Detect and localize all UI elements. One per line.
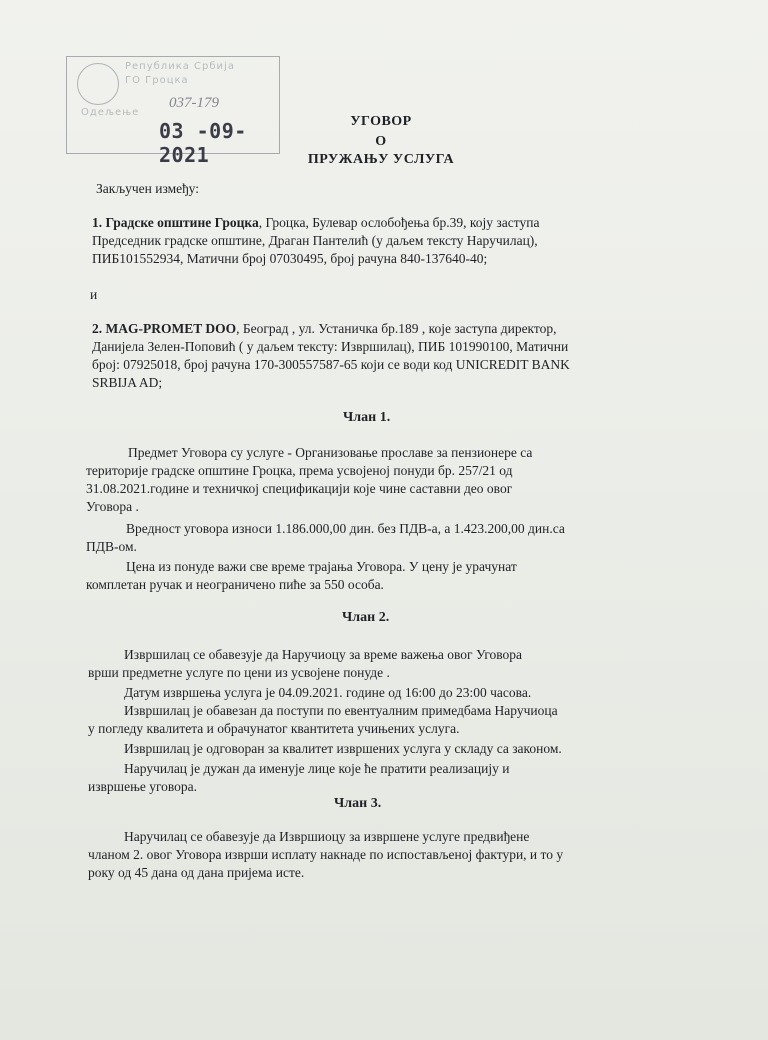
article-1-p1-l1: Предмет Уговора су услуге - Организовање прославе за пензионере са xyxy=(128,445,533,460)
article-1-p3-l1: Цена из понуде важи све време трајања Уговора. У цену је урачунат xyxy=(126,559,517,574)
party-2-address: , Београд , ул. Устаничка бр.189 , које заступа директор, xyxy=(236,321,557,336)
and-text: и xyxy=(90,287,98,302)
article-1-p1-l3: 31.08.2021.године и техничкој спецификацији које чине саставни део овог xyxy=(86,481,513,496)
article-1-p1-l4: Уговора . xyxy=(86,499,139,514)
article-1-p2-l2: ПДВ-ом. xyxy=(86,539,137,554)
stamp-line-2: ГО Гроцка xyxy=(125,75,189,86)
article-2-heading: Члан 2. xyxy=(342,610,390,625)
article-1-p1-l2: територије градске општине Гроцка, према усвојеној понуди бр. 257/21 од xyxy=(86,463,513,478)
article-3-p1-l2: чланом 2. овог Уговора изврши исплату накнаде по испостављеној фактури, и то у xyxy=(88,847,564,862)
article-3-p1-l3: року од 45 дана од дана пријема исте. xyxy=(88,865,305,880)
article-2-p4: Извршилац је одговоран за квалитет извршених услуга у складу са законом. xyxy=(124,741,562,756)
article-2-p2: Датум извршења услуга је 04.09.2021. године од 16:00 до 23:00 часова. xyxy=(124,685,532,700)
stamp-line-3: Одељење xyxy=(81,107,140,118)
article-2-p5-l1: Наручилац је дужан да именује лице које ће пратити реализацију и xyxy=(124,761,510,776)
party-1-address: , Гроцка, Булевар ослобођења бр.39, коју заступа xyxy=(258,215,540,230)
party-1-name: 1. Градске општине Гроцка xyxy=(92,215,259,230)
party-2-line-2: Данијела Зелен-Поповић ( у даљем тексту: Извршилац), ПИБ 101990100, Матични xyxy=(92,339,569,354)
intro-text: Закључен између: xyxy=(96,181,200,196)
title-line-2: О xyxy=(375,134,387,149)
seal-icon xyxy=(77,63,119,105)
article-1-heading: Члан 1. xyxy=(343,410,391,425)
article-3-p1-l1: Наручилац се обавезује да Извршиоцу за извршене услуге предвиђене xyxy=(124,829,530,844)
title-line-1: УГОВОР xyxy=(350,114,412,129)
party-2-line-4: SRBIJA AD; xyxy=(92,375,163,390)
party-1-line-3: ПИБ101552934, Матични број 07030495, број рачуна 840-137640-40; xyxy=(92,251,488,266)
party-2-line-3: број: 07925018, број рачуна 170-300557587-65 који се води код UNICREDIT BANK xyxy=(92,357,570,372)
title-line-3: ПРУЖАЊУ УСЛУГА xyxy=(307,152,455,167)
stamp-number: 037-179 xyxy=(169,95,219,111)
article-2-p1-l1: Извршилац се обавезује да Наручиоцу за време важења овог Уговора xyxy=(124,647,523,662)
party-2-name: 2. MAG-PROMET DOO xyxy=(92,321,237,336)
article-2-p1-l2: врши предметне услуге по цени из усвојене понуде . xyxy=(88,665,390,680)
stamp-line-1: Република Србија xyxy=(125,61,235,72)
article-2-p3-l2: у погледу квалитета и обрачунатог квантитета учињених услуга. xyxy=(88,721,460,736)
article-2-p5-l2: извршење уговора. xyxy=(88,779,198,794)
article-1-p3-l2: комплетан ручак и неограничено пиће за 550 особа. xyxy=(86,577,384,592)
stamp-date: 03 -09- 2021 xyxy=(159,119,247,167)
article-1-p2-l1: Вредност уговора износи 1.186.000,00 дин. без ПДВ-а, а 1.423.200,00 дин.са xyxy=(126,521,565,536)
article-2-p3-l1: Извршилац је обавезан да поступи по евентуалним примедбама Наручиоца xyxy=(124,703,558,718)
article-3-heading: Члан 3. xyxy=(334,796,382,811)
party-1-line-2: Председник градске општине, Драган Пантелић (у даљем тексту Наручилац), xyxy=(92,233,538,248)
